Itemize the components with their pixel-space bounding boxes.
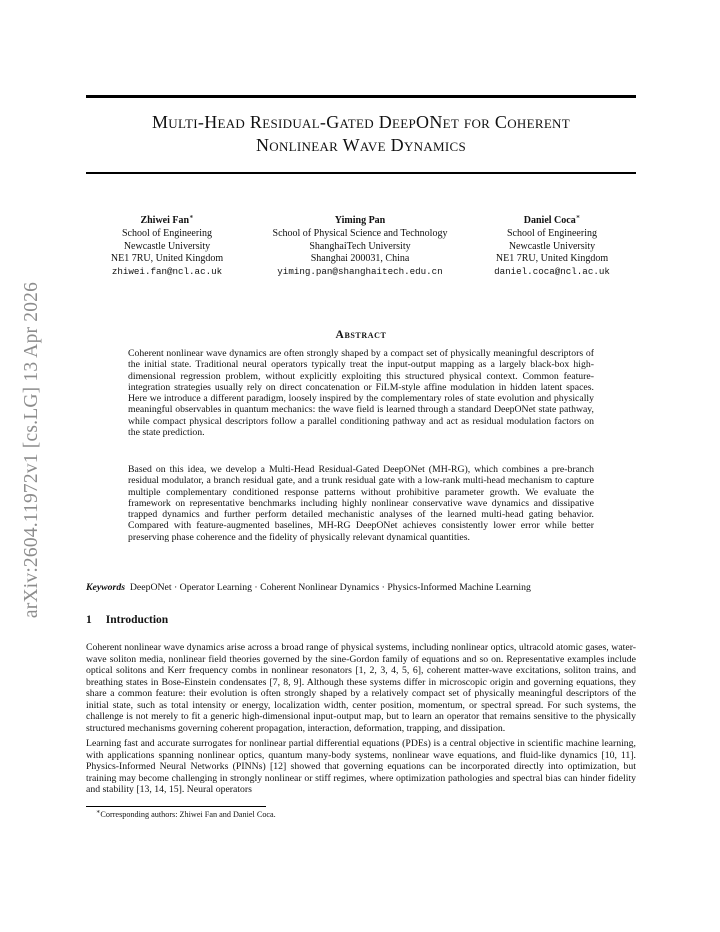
footnote-rule xyxy=(86,806,266,807)
section-title: Introduction xyxy=(105,614,169,626)
author-institution: ShanghaiTech University xyxy=(309,240,411,252)
abstract-heading: Abstract xyxy=(335,329,387,341)
footnote-text: Corresponding authors: Zhiwei Fan and Daniel Coca. xyxy=(100,810,276,819)
author-email[interactable]: yiming.pan@shanghaitech.edu.cn xyxy=(277,266,443,278)
footnote xyxy=(96,810,276,819)
author-block-2 xyxy=(250,215,470,279)
title-top-rule xyxy=(86,95,636,98)
section-number: 1 xyxy=(86,614,92,626)
author-address: NE1 7RU, United Kingdom xyxy=(110,253,224,265)
keywords-line xyxy=(86,582,636,593)
author-affiliation: School of Engineering xyxy=(122,227,212,239)
keywords-label: Keywords xyxy=(86,582,125,593)
title-line-2: Nonlinear Wave Dynamics xyxy=(256,135,466,155)
footnote-mark: ∗ xyxy=(96,808,101,816)
author-block-1 xyxy=(92,215,242,279)
author-name: Zhiwei Fan∗ xyxy=(140,213,194,226)
arxiv-sidebar-stamp xyxy=(2,250,62,650)
author-address: Shanghai 200031, China xyxy=(310,253,410,265)
author-affiliation: School of Engineering xyxy=(507,227,597,239)
title-line-1: Multi-Head Residual-Gated DeepONet for Coherent xyxy=(152,112,570,132)
paper-title xyxy=(86,111,636,157)
abstract-paragraph-1: Coherent nonlinear wave dynamics are often strongly shaped by a compact set of physically meaningful descriptors of the initial state. Traditional neural operators typically treat the input-output mapping as a largely black-box high-dimensional regression problem, without explicitly exploiting this structured physical context. Common feature-integration strategies usually rely on direct concatenation or FiLM-style affine modulation in hidden latent spaces. Here we introduce a different paradigm, loosely inspired by the complementary roles of state evolution and physically meaningful observables in quantum mechanics: the wave field is learned through a standard DeepONet state pathway, while compact physical descriptors follow a parallel conditioning pathway and act as residual modulation factors on the state prediction. xyxy=(128,348,594,439)
section-heading xyxy=(86,614,168,626)
author-name: Daniel Coca∗ xyxy=(523,213,581,226)
title-bottom-rule xyxy=(86,172,636,174)
author-name: Yiming Pan xyxy=(334,215,386,226)
author-affiliation: School of Physical Science and Technology xyxy=(272,227,448,239)
intro-paragraph-2: Learning fast and accurate surrogates for nonlinear partial differential equations (PDEs) is a central objective in scientific machine learning, with applications spanning nonlinear optics, quantum many-body systems, nonlinear wave equations, and fluid-like dynamics [10, 11]. Physics-Informed Neural Networks (PINNs) [12] showed that governing equations can be incorporated directly into optimization, but training may become challenging in strongly nonlinear or stiff regimes, where optimization pathologies and spectral bias can hinder fidelity and stability [13, 14, 15]. Neural operators xyxy=(86,738,636,796)
author-email[interactable]: daniel.coca@ncl.ac.uk xyxy=(494,266,610,278)
author-address: NE1 7RU, United Kingdom xyxy=(495,253,609,265)
abstract-paragraph-2: Based on this idea, we develop a Multi-Head Residual-Gated DeepONet (MH-RG), which combines a pre-branch residual modulator, a branch residual gate, and a trunk residual gate with a low-rank multi-head mechanism to capture multiple complementary conditioned response patterns without prohibitive parameter growth. We evaluate the framework on representative benchmarks including highly nonlinear conservative wave dynamics and dissipative trapped dynamics and further perform detailed mechanistic analyses of the learned multi-head gating behavior. Compared with feature-augmented baselines, MH-RG DeepONet achieves consistently lower error while better preserving phase coherence and the fidelity of physically relevant dynamical quantities. xyxy=(128,464,594,543)
intro-paragraph-1: Coherent nonlinear wave dynamics arise across a broad range of physical systems, including nonlinear optics, ultracold atomic gases, water-wave soliton media, nonlinear field theories governed by the sine-Gordon family of equations and so on. Representative examples include optical solitons and Kerr frequency combs in nonlinear resonators [1, 2, 3, 4, 5, 6], coherent matter-wave excitations, soliton trains, and breathing states in Bose-Einstein condensates [7, 8, 9]. Although these systems differ in microscopic origin and governing equations, they share a common feature: their evolution is often strongly shaped by a relatively compact set of physically meaningful descriptors of the initial state, such as total intensity or energy, localization width, center position, momentum, or spectral spread. For such systems, the challenge is not merely to fit a generic high-dimensional input-output map, but to learn an operator that remains sensitive to the physically structured mechanisms governing coherent propagation, interaction, deformation, trapping, and dissipation. xyxy=(86,642,636,734)
author-block-3 xyxy=(477,215,627,279)
keywords-text: DeepONet · Operator Learning · Coherent Nonlinear Dynamics · Physics-Informed Machine Learning xyxy=(129,582,531,593)
author-email[interactable]: zhiwei.fan@ncl.ac.uk xyxy=(111,266,223,278)
arxiv-identifier: arXiv:2604.11972v1 [cs.LG] 13 Apr 2026 xyxy=(21,281,42,619)
author-institution: Newcastle University xyxy=(123,240,211,252)
author-institution: Newcastle University xyxy=(508,240,596,252)
